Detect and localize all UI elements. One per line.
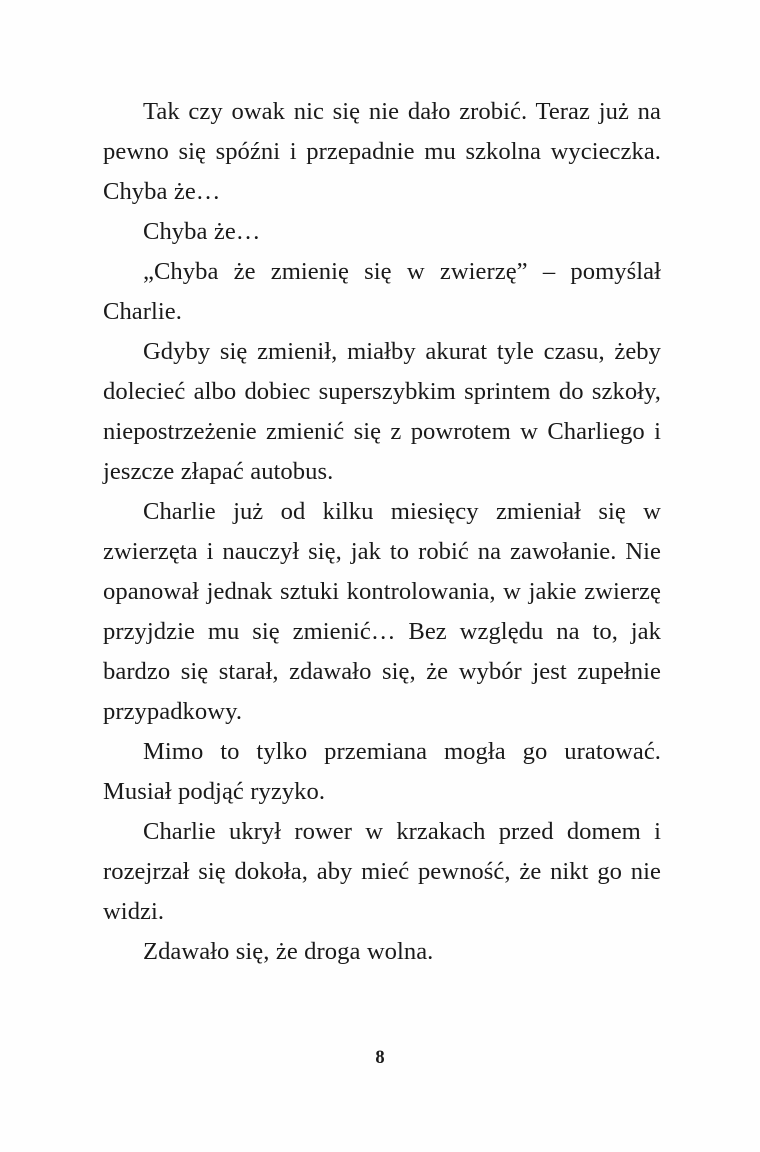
body-text-block (103, 92, 661, 972)
paragraph: Charlie ukrył rower w krzakach przed domem i rozejrzał się dokoła, aby mieć pewność, że nikt go nie widzi. (103, 818, 661, 925)
paragraph: „Chyba że zmienię się w zwierzę” – pomyślał Charlie. (103, 258, 661, 325)
page-number: 8 (375, 1048, 385, 1068)
paragraph: Gdyby się zmienił, miałby akurat tyle czasu, żeby dolecieć albo dobiec superszybkim sprintem do szkoły, niepostrzeżenie zmienić się z powrotem w Charliego i jeszcze złapać autobus. (103, 338, 661, 485)
paragraph: Charlie już od kilku miesięcy zmieniał się w zwierzęta i nauczył się, jak to robić na zawołanie. Nie opanował jednak sztuki kontrolowania, w jakie zwierzę przyjdzie mu się zmienić… Bez względu na to, jak bardzo się starał, zdawało się, że wybór jest zupełnie przypadkowy. (103, 498, 661, 725)
paragraph: Mimo to tylko przemiana mogła go uratować. Musiał podjąć ryzyko. (103, 738, 661, 805)
paragraph: Tak czy owak nic się nie dało zrobić. Teraz już na pewno się spóźni i przepadnie mu szkolna wycieczka. Chyba że… (103, 98, 661, 205)
paragraph: Zdawało się, że droga wolna. (143, 938, 434, 965)
paragraph: Chyba że… (143, 218, 261, 245)
